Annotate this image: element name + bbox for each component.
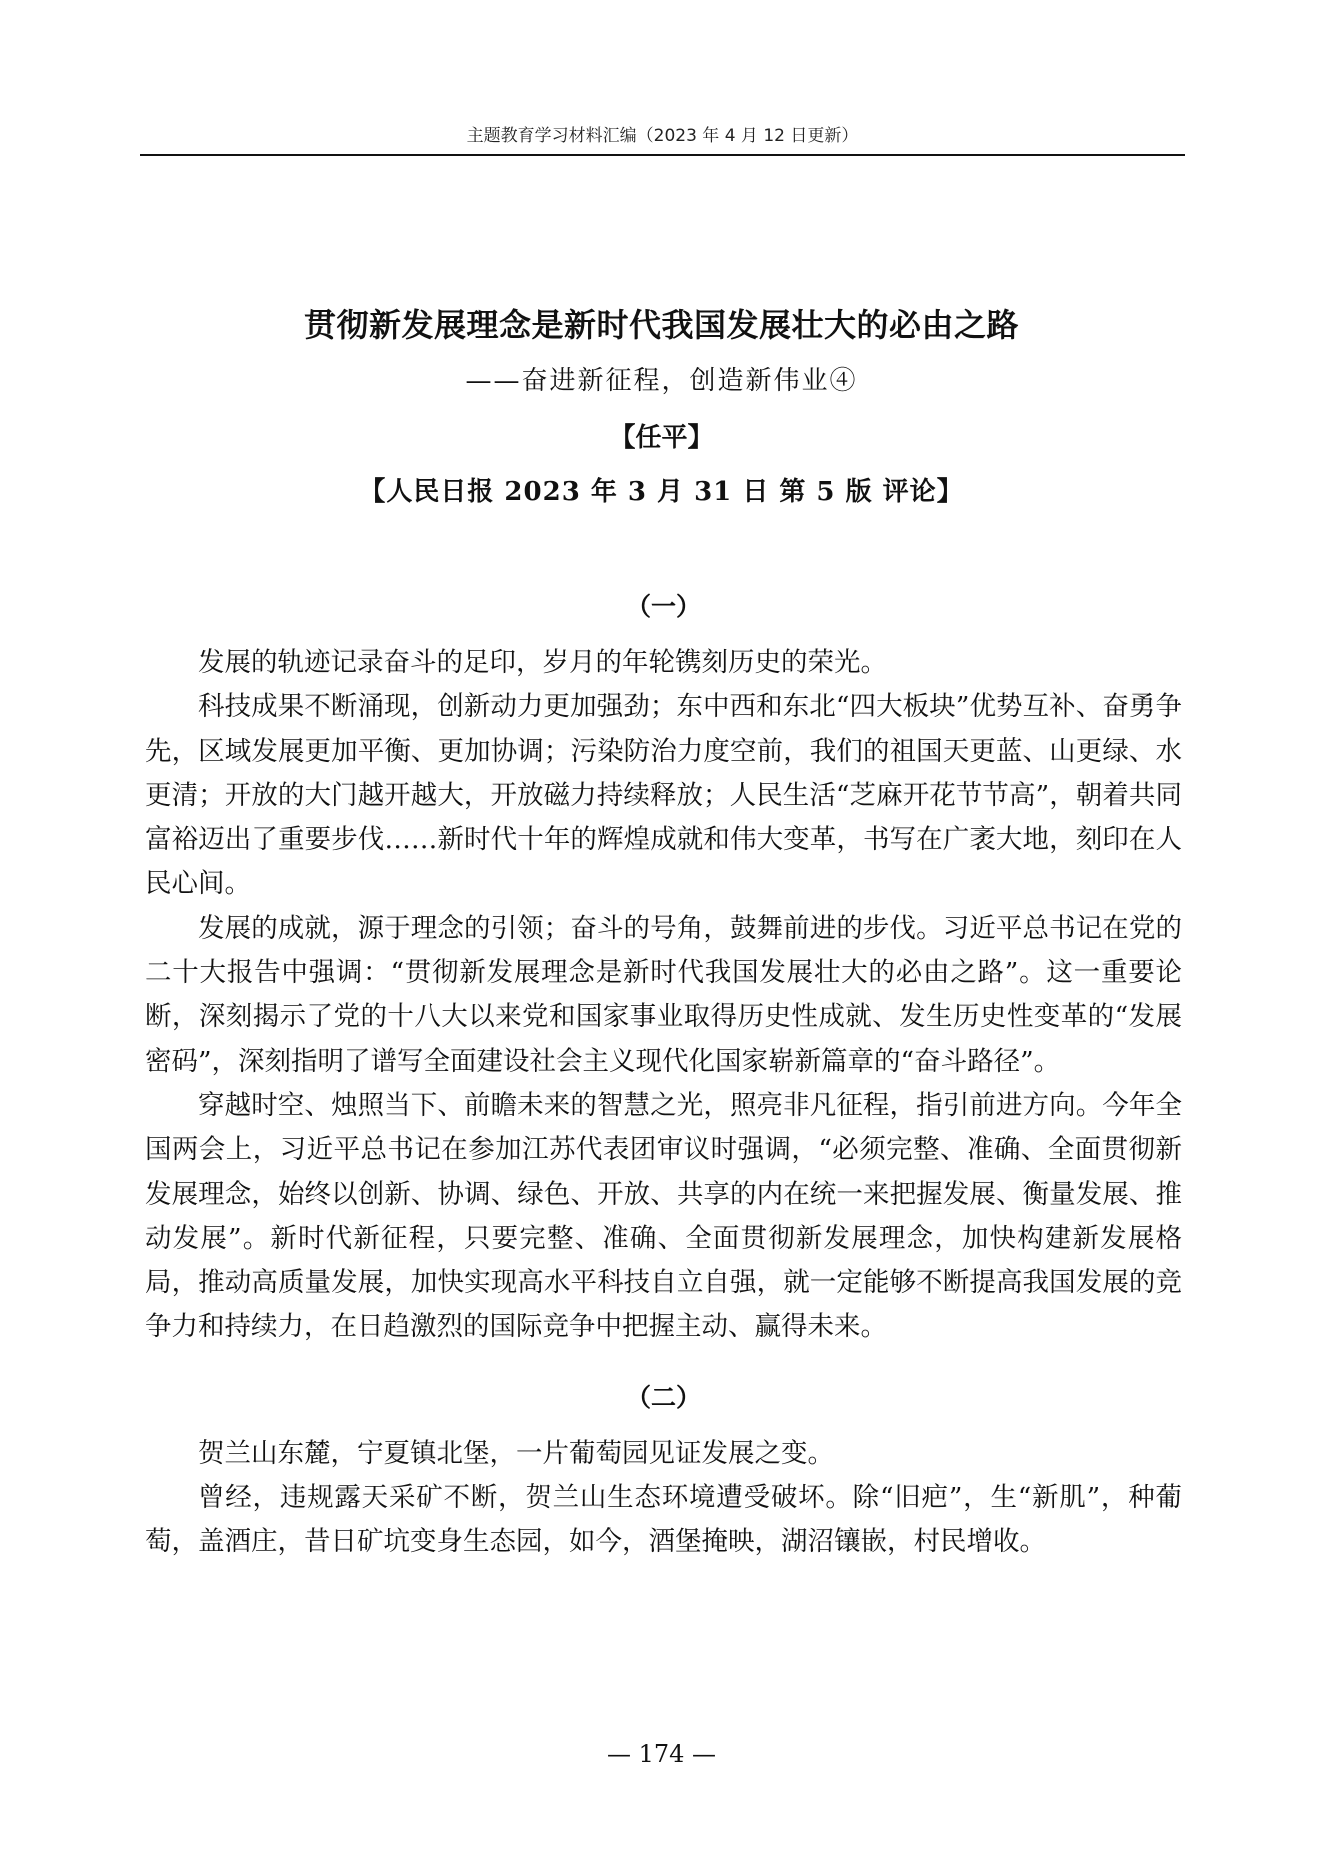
- article-source: 【人民日报 2023 年 3 月 31 日 第 5 版 评论】: [359, 477, 964, 507]
- paragraph: 贺兰山东麓，宁夏镇北堡，一片葡萄园见证发展之变。: [198, 1437, 834, 1469]
- section-1: [145, 587, 1182, 1350]
- paragraph: 穿越时空、烛照当下、前瞻未来的智慧之光，照亮非凡征程，指引前进方向。今年全国两会上，习近平总书记在参加江苏代表团审议时强调，“必须完整、准确、全面贯彻新发展理念，始终以创新、协调、绿色、开放、共享的内在统一来把握发展、衡量发展、推动发展”。新时代新征程，只要完整、准确、全面贯彻新发展理念，加快构建新发展格局，推动高质量发展，加快实现高水平科技自立自强，就一定能够不断提高我国发展的竞争力和持续力，在日趋激烈的国际竞争中把握主动、赢得未来。: [145, 1089, 1182, 1343]
- page-number: — 174 —: [606, 1740, 717, 1768]
- paragraph: 科技成果不断涌现，创新动力更加强劲；东中西和东北“四大板块”优势互补、奋勇争先，区域发展更加平衡、更加协调；污染防治力度空前，我们的祖国天更蓝、山更绿、水更清；开放的大门越开越大，开放磁力持续释放；人民生活“芝麻开花节节高”，朝着共同富裕迈出了重要步伐……新时代十年的辉煌成就和伟大变革，书写在广袤大地，刻印在人民心间。: [145, 691, 1182, 900]
- article-author: 【任平】: [609, 423, 714, 453]
- paragraph: 曾经，违规露天采矿不断，贺兰山生态环境遭受破坏。除“旧疤”，生“新肌”，种葡萄，盖酒庄，昔日矿坑变身生态园，如今，酒堡掩映，湖沼镶嵌，村民增收。: [145, 1482, 1182, 1558]
- running-header: 主题教育学习材料汇编（2023 年 4 月 12 日更新）: [466, 126, 859, 146]
- paragraph: 发展的轨迹记录奋斗的足印，岁月的年轮镌刻历史的荣光。: [198, 647, 887, 678]
- paragraph: 发展的成就，源于理念的引领；奋斗的号角，鼓舞前进的步伐。习近平总书记在党的二十大报告中强调：“贯彻新发展理念是新时代我国发展壮大的必由之路”。这一重要论断，深刻揭示了党的十八大以来党和国家事业取得历史性成就、发生历史性变革的“发展密码”，深刻指明了谱写全面建设社会主义现代化国家崭新篇章的“奋斗路径”。: [145, 912, 1182, 1077]
- header-divider: [140, 154, 1185, 156]
- article-subtitle: ——奋进新征程，创造新伟业④: [465, 366, 858, 396]
- article-body: [145, 587, 1182, 1565]
- section-heading: （一）: [625, 592, 701, 621]
- section-heading: （二）: [625, 1382, 701, 1412]
- article-title: 贯彻新发展理念是新时代我国发展壮大的必由之路: [303, 306, 1019, 344]
- section-2: [145, 1378, 1182, 1565]
